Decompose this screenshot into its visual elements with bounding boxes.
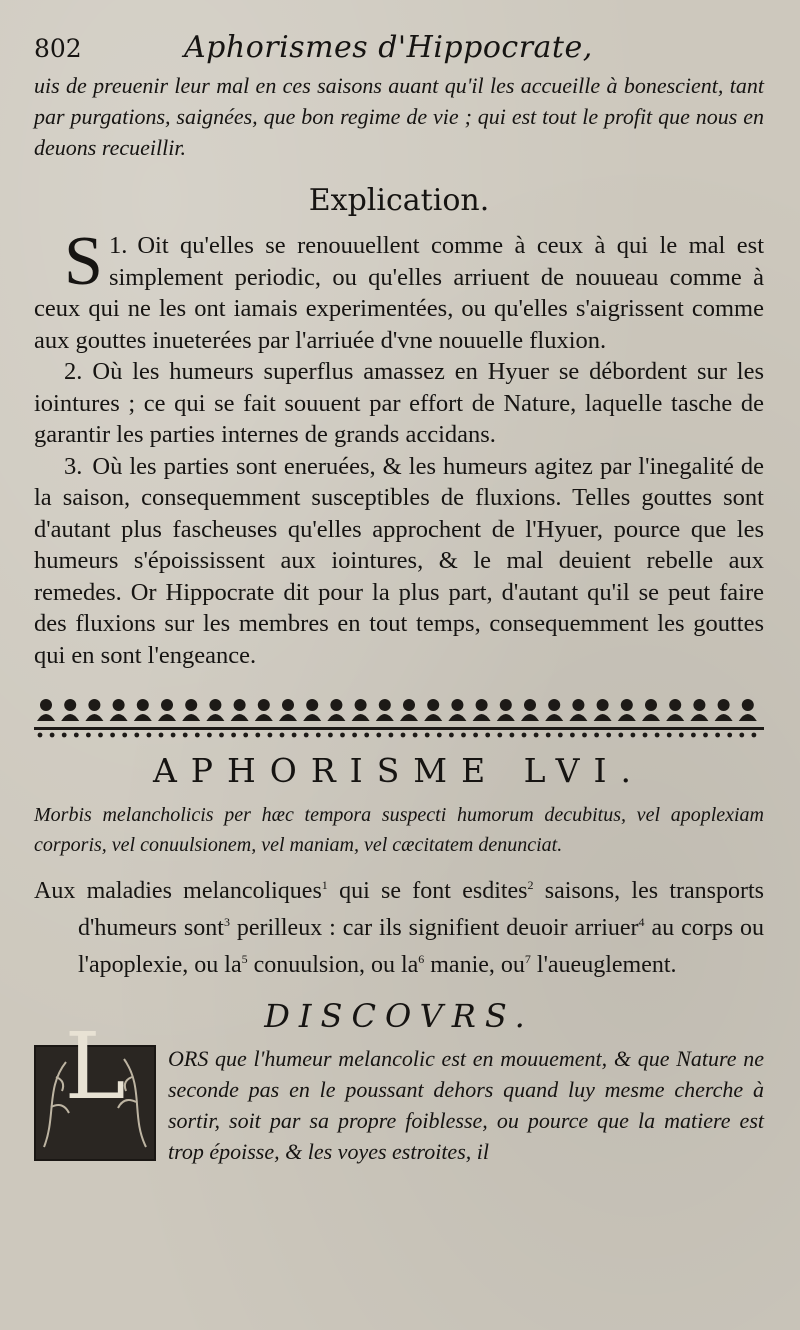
continuation-paragraph: uis de preuenir leur mal en ces saisons auant qu'il les accueille à bonescient, tant par purgations, saignées, que bon regime de vie ; qui est tout le profit que nous en deuons recueillir. xyxy=(34,73,764,160)
ornament-dot xyxy=(98,733,103,738)
ornament-dot xyxy=(739,733,744,738)
item-text: Où les parties sont eneruées, & les humeurs agitez par l'inegalité de la saison, consequemment susceptibles de fluxions. Telles gouttes sont d'autant plus fascheuses qu'elles approchent de l'Hyuer, pource que les humeurs s'époississent aux iointures, & le mal deuient rebelle aux remedes. Or Hippocrate dit pour la plus part, d'autant qu'il se peut faire des fluxions sur les membres en tout temps, consequemment les gouttes qui en sont l'engeance. xyxy=(34,452,764,669)
fleuron-leaf xyxy=(279,714,297,721)
fleuron-leaf xyxy=(303,714,321,721)
ornament-dot xyxy=(631,733,636,738)
ornament-dot xyxy=(522,733,527,738)
fleuron-ornament xyxy=(209,699,221,711)
fleuron-leaf xyxy=(739,714,757,721)
fleuron-row-ornament xyxy=(34,693,764,739)
ornament-dot xyxy=(413,733,418,738)
page-number: 802 xyxy=(34,34,82,63)
fleuron-leaf xyxy=(61,714,79,721)
translation-text: manie, ou xyxy=(424,952,525,978)
ornament-dot xyxy=(449,733,454,738)
fleuron-leaf xyxy=(231,714,249,721)
fleuron-ornament xyxy=(669,699,681,711)
translation-text: perilleux : car ils signifient deuoir arriuer xyxy=(229,915,639,941)
fleuron-ornament xyxy=(572,699,584,711)
fleuron-ornament xyxy=(427,699,439,711)
fleuron-leaf xyxy=(327,714,345,721)
fleuron-leaf xyxy=(134,714,152,721)
ornament-dot xyxy=(255,733,260,738)
ornament-dot xyxy=(292,733,297,738)
fleuron-leaf xyxy=(85,714,103,721)
ornament-dot xyxy=(304,733,309,738)
translation-text: l'aueuglement. xyxy=(530,952,677,978)
fleuron-ornament xyxy=(645,699,657,711)
item-text: Oit qu'elles se renouuellent comme à ceux à qui le mal est simplement periodic, ou qu'elles arriuent de nouueau comme à ceux qui ne les ont iamais experimentées, ou qu'elles s'aigrissent comme aux gouttes inueterées par l'arriuée d'vne nouuelle fluxion. xyxy=(34,232,764,354)
fleuron-leaf xyxy=(400,714,418,721)
fleuron-ornament xyxy=(693,699,705,711)
fleuron-ornament xyxy=(234,699,246,711)
fleuron-ornament xyxy=(137,699,149,711)
fleuron-ornament xyxy=(330,699,342,711)
fleuron-leaf xyxy=(110,714,128,721)
ornament-dot xyxy=(667,733,672,738)
ornament-dot xyxy=(715,733,720,738)
ornament-dot xyxy=(280,733,285,738)
note-marker: 4 xyxy=(638,915,645,929)
fleuron-ornament xyxy=(597,699,609,711)
fleuron-leaf xyxy=(473,714,491,721)
ornament-dot xyxy=(703,733,708,738)
item-number: 2. xyxy=(64,358,83,385)
fleuron-leaf xyxy=(448,714,466,721)
fleuron-leaf xyxy=(690,714,708,721)
ornament-dot xyxy=(497,733,502,738)
ornament-dot xyxy=(727,733,732,738)
ornament-dot xyxy=(195,733,200,738)
explication-heading: Explication. xyxy=(308,183,490,218)
fleuron-leaf xyxy=(37,714,55,721)
ornament-dot xyxy=(328,733,333,738)
ornament-dot xyxy=(364,733,369,738)
ornament-dot xyxy=(437,733,442,738)
discours-heading: DISCOVRS. xyxy=(264,997,534,1035)
ornament-dot xyxy=(558,733,563,738)
note-marker: 2 xyxy=(527,878,534,892)
fleuron-leaf xyxy=(618,714,636,721)
ornament-dot xyxy=(183,733,188,738)
fleuron-ornament xyxy=(355,699,367,711)
continuation-text xyxy=(34,70,764,163)
fleuron-leaf xyxy=(594,714,612,721)
translation-text: au corps ou l'apoplexie, ou la xyxy=(78,915,765,978)
fleuron-ornament xyxy=(88,699,100,711)
note-marker: 1 xyxy=(321,878,328,892)
fleuron-leaf xyxy=(666,714,684,721)
fleuron-ornament xyxy=(161,699,173,711)
decorated-initial-l xyxy=(34,1013,156,1161)
translation-text: conuulsion, ou la xyxy=(247,952,419,978)
ornament-dot xyxy=(389,733,394,738)
explication-item-3 xyxy=(34,451,764,672)
fleuron-ornament xyxy=(64,699,76,711)
fleuron-leaf xyxy=(642,714,660,721)
ornamental-band xyxy=(34,693,764,739)
ornament-dot xyxy=(207,733,212,738)
ornament-dot xyxy=(340,733,345,738)
fleuron-leaf xyxy=(206,714,224,721)
ornament-dot xyxy=(594,733,599,738)
note-marker: 5 xyxy=(241,952,248,966)
fleuron-ornament xyxy=(185,699,197,711)
running-head xyxy=(34,30,764,70)
ornament-dot xyxy=(534,733,539,738)
translation-text: Aux maladies melancoliques xyxy=(34,878,322,904)
fleuron-leaf xyxy=(352,714,370,721)
ornament-dot xyxy=(655,733,660,738)
ornament-dot xyxy=(618,733,623,738)
note-marker: 7 xyxy=(524,952,531,966)
fleuron-leaf xyxy=(497,714,515,721)
ornament-dot xyxy=(268,733,273,738)
ornament-dot xyxy=(510,733,515,738)
french-translation xyxy=(34,870,764,981)
ornament-dot xyxy=(110,733,115,738)
running-title: Aphorismes d'Hippocrate, xyxy=(184,30,593,65)
fleuron-ornament xyxy=(403,699,415,711)
ornament-dot xyxy=(546,733,551,738)
note-marker: 6 xyxy=(418,952,425,966)
fleuron-leaf xyxy=(158,714,176,721)
ornament-dot xyxy=(134,733,139,738)
ornament-dot xyxy=(679,733,684,738)
item-text: Où les humeurs superflus amassez en Hyuer se débordent sur les iointures ; ce qui se fait souuent par effort de Nature, laquelle tasche de garantir les parties internes de grands accidans. xyxy=(34,358,764,448)
item-number: 1. xyxy=(108,232,128,259)
explication-item-1 xyxy=(34,223,764,356)
ornament-dot xyxy=(159,733,164,738)
ornament-dot xyxy=(122,733,127,738)
fleuron-ornament xyxy=(113,699,125,711)
ornament-dot xyxy=(401,733,406,738)
ornament-dot xyxy=(570,733,575,738)
note-marker: 3 xyxy=(223,915,230,929)
fleuron-leaf xyxy=(521,714,539,721)
fleuron-ornament xyxy=(742,699,754,711)
aphorism-title: APHORISME LVI. xyxy=(152,751,646,790)
ornament-dot xyxy=(582,733,587,738)
fleuron-ornament xyxy=(282,699,294,711)
fleuron-leaf xyxy=(715,714,733,721)
fleuron-ornament xyxy=(306,699,318,711)
fleuron-leaf xyxy=(182,714,200,721)
fleuron-ornament xyxy=(500,699,512,711)
ornament-dot xyxy=(231,733,236,738)
discours-text: ORS que l'humeur melancolic est en mouuement, & que Nature ne seconde pas en le poussant dehors quand luy mesme cherche à sortir, soit par sa propre foiblesse, ou pource que la matiere est trop époisse, & les voyes estroites, il xyxy=(168,1046,764,1164)
ornament-dot xyxy=(316,733,321,738)
ornament-dot xyxy=(74,733,79,738)
translation-text: saisons, les transports d'humeurs sont xyxy=(78,878,764,941)
ornament-dot xyxy=(147,733,152,738)
ornament-dot xyxy=(606,733,611,738)
ornament-dot xyxy=(691,733,696,738)
latin-aphorism: Morbis melancholicis per hæc tempora suspecti humorum decubitus, vel apoplexiam corporis, vel conuulsionem, vel maniam, vel cæcitatem denunciat. xyxy=(34,804,764,856)
ornament-dot xyxy=(473,733,478,738)
fleuron-leaf xyxy=(255,714,273,721)
explication-item-2 xyxy=(34,356,764,451)
ornament-dot xyxy=(62,733,67,738)
fleuron-ornament xyxy=(524,699,536,711)
fleuron-leaf xyxy=(545,714,563,721)
fleuron-ornament xyxy=(40,699,52,711)
ornament-dot xyxy=(50,733,55,738)
fleuron-leaf xyxy=(424,714,442,721)
ornament-dot xyxy=(38,733,43,738)
ornament-dot xyxy=(352,733,357,738)
fleuron-leaf xyxy=(569,714,587,721)
ornament-dot xyxy=(86,733,91,738)
fleuron-ornament xyxy=(258,699,270,711)
ornament-dot xyxy=(219,733,224,738)
fleuron-leaf xyxy=(376,714,394,721)
fleuron-ornament xyxy=(621,699,633,711)
fleuron-ornament xyxy=(379,699,391,711)
fleuron-ornament xyxy=(451,699,463,711)
translation-text: qui se font esdites xyxy=(327,878,528,904)
ornament-dot xyxy=(425,733,430,738)
dropcap-s: S xyxy=(64,223,103,300)
ornament-dot xyxy=(171,733,176,738)
item-number: 3. xyxy=(64,452,83,480)
ornament-dot xyxy=(643,733,648,738)
ornament-dot xyxy=(485,733,490,738)
ornament-dot xyxy=(752,733,757,738)
fleuron-ornament xyxy=(718,699,730,711)
ornament-dot xyxy=(461,733,466,738)
fleuron-ornament xyxy=(476,699,488,711)
initial-letter: L xyxy=(64,1013,126,1120)
explication-body xyxy=(34,223,764,671)
ornament-dot xyxy=(376,733,381,738)
fleuron-ornament xyxy=(548,699,560,711)
ornament-dot xyxy=(243,733,248,738)
